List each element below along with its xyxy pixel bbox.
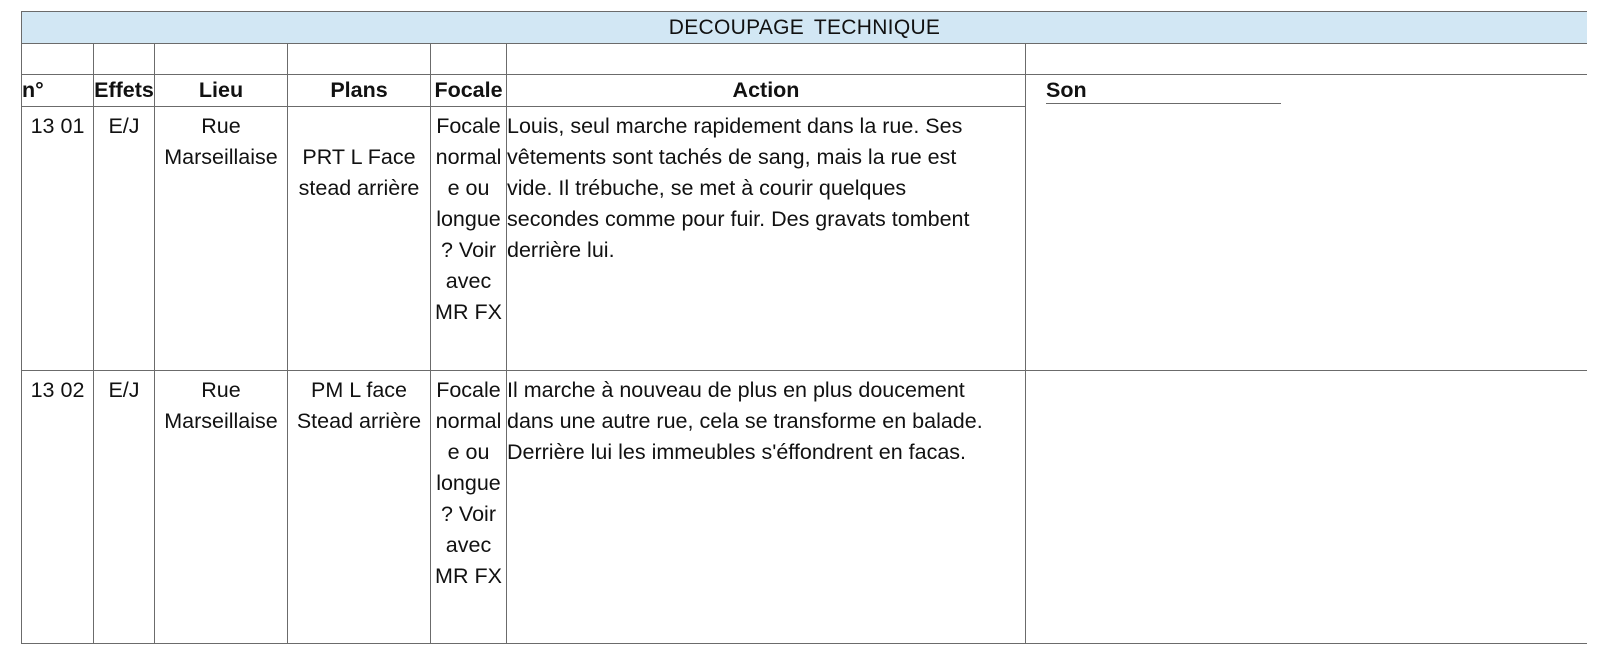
header-plans: Plans xyxy=(288,75,431,107)
table-row xyxy=(22,107,1588,371)
decoupage-technique-sheet xyxy=(21,11,1587,647)
shot-action: Il marche à nouveau de plus en plus doucement dans une autre rue, cela se transforme en balade. Derrière lui les immeubles s'éffondrent en facas. xyxy=(507,371,1026,644)
header-son: Son xyxy=(1046,77,1281,104)
blank-cell xyxy=(1026,44,1588,75)
header-action: Action xyxy=(507,75,1026,107)
blank-cell xyxy=(94,44,155,75)
shot-focale: Focale normal e ou longue ? Voir avec MR FX xyxy=(431,371,507,644)
shot-son xyxy=(1026,371,1588,644)
shot-focale: Focale normal e ou longue ? Voir avec MR FX xyxy=(431,107,507,371)
shot-son xyxy=(1026,107,1588,371)
shot-action: Louis, seul marche rapidement dans la rue. Ses vêtements sont tachés de sang, mais la rue est vide. Il trébuche, se met à courir quelques secondes comme pour fuir. Des gravats tombent derrière lui. xyxy=(507,107,1026,371)
blank-cell xyxy=(155,44,288,75)
blank-cell xyxy=(431,44,507,75)
header-effets: Effets xyxy=(94,75,155,107)
document-title: DECOUPAGE TECHNIQUE xyxy=(22,12,1588,44)
blank-row xyxy=(22,44,1588,75)
decoupage-table xyxy=(21,11,1587,644)
shot-effets: E/J xyxy=(94,371,155,644)
header-num: n° xyxy=(22,75,94,107)
blank-cell xyxy=(288,44,431,75)
blank-cell xyxy=(507,44,1026,75)
shot-number: 13 01 xyxy=(22,107,94,371)
title-row xyxy=(22,12,1588,44)
shot-lieu: Rue Marseillaise xyxy=(155,107,288,371)
header-son-cell xyxy=(1026,75,1588,107)
table-row xyxy=(22,371,1588,644)
header-lieu: Lieu xyxy=(155,75,288,107)
shot-plans: PRT L Face stead arrière xyxy=(288,107,431,371)
shot-lieu: Rue Marseillaise xyxy=(155,371,288,644)
blank-cell xyxy=(22,44,94,75)
header-row xyxy=(22,75,1588,107)
header-focale: Focale xyxy=(431,75,507,107)
shot-effets: E/J xyxy=(94,107,155,371)
shot-number: 13 02 xyxy=(22,371,94,644)
shot-plans: PM L face Stead arrière xyxy=(288,371,431,644)
